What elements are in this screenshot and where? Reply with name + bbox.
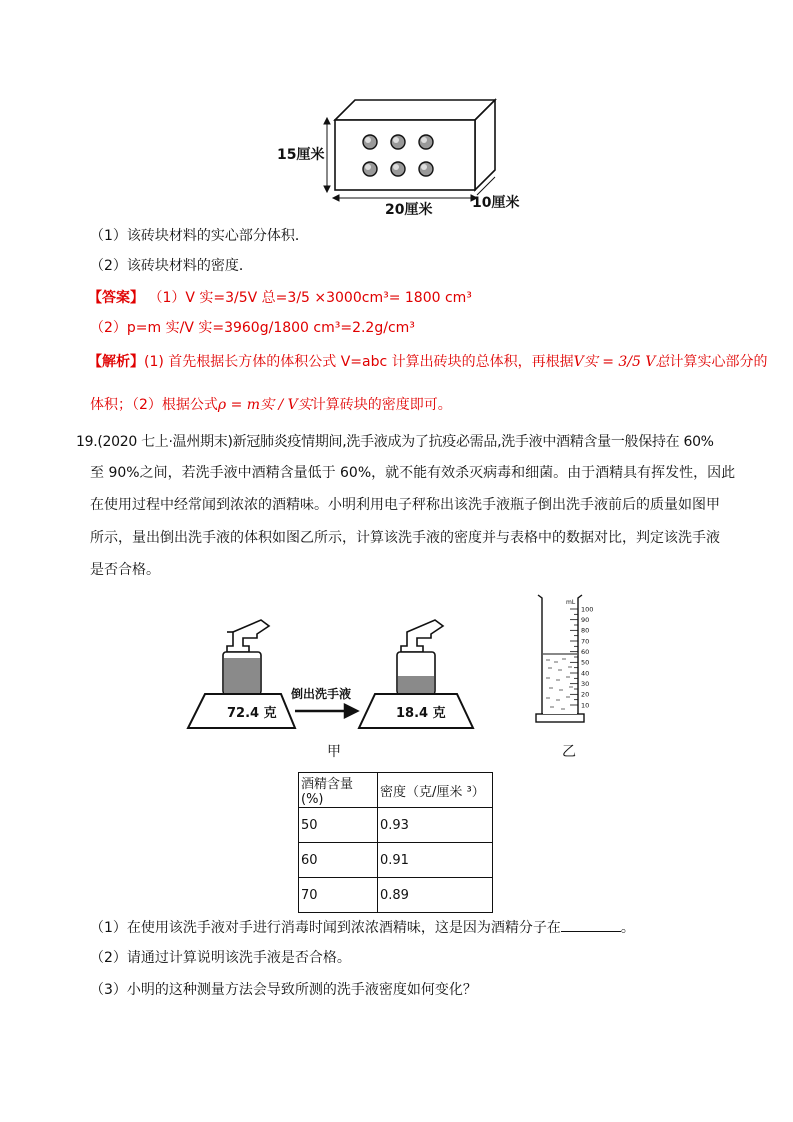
q19-line-3: 在使用过程中经常闻到浓浓的酒精味。小明利用电子秤称出该洗手液瓶子倒出洗手液前后的质量如图甲 (90, 497, 720, 513)
cylinder-tick-label: 80 (581, 626, 590, 635)
answer-blank (561, 917, 621, 932)
q19-line-1: 19.(2020 七上·温州期末)新冠肺炎疫情期间,洗手液成为了抗疫必需品,洗手液中酒精含量一般保持在 60% (76, 434, 714, 450)
question-1-end: 。 (620, 920, 635, 936)
q19-line-4: 所示，量出倒出洗手液的体积如图乙所示，计算该洗手液的密度并与表格中的数据对比，判定该洗手液 (90, 530, 720, 546)
table-header-density: 密度（克/厘米 ³） (378, 773, 493, 808)
table-cell: 0.93 (378, 808, 493, 843)
q19-line-5: 是否合格。 (90, 562, 160, 578)
question-3: （3）小明的这种测量方法会导致所测的洗手液密度如何变化？ (90, 982, 477, 998)
table-cell: 0.89 (378, 878, 493, 913)
cylinder-unit: mL (566, 599, 576, 606)
table-row (299, 878, 493, 913)
mass-after-label: 18.4 克 (396, 706, 446, 721)
q18-analysis-line-1 (88, 352, 768, 372)
analysis-part-4: 计算砖块的密度即可。 (311, 397, 452, 413)
cylinder-tick-label: 30 (581, 679, 590, 688)
cylinder-tick-label: 50 (581, 658, 590, 667)
analysis-formula-2: ρ = m实 / V实 (217, 397, 312, 413)
alcohol-density-table (298, 772, 493, 913)
table-cell: 50 (299, 808, 378, 843)
question-2: （2）请通过计算说明该洗手液是否合格。 (90, 950, 351, 966)
pour-label: 倒出洗手液 (291, 687, 352, 701)
figure-jia-caption: 甲 (327, 744, 341, 760)
analysis-tag: 【解析】 (88, 354, 144, 370)
analysis-part-2: 计算实心部分的 (669, 354, 768, 370)
table-header-content: 酒精含量(%) (299, 773, 378, 808)
q18-answer-2: （2）p=m 实/V 实=3960g/1800 cm³=2.2g/cm³ (90, 320, 415, 336)
mass-before-label: 72.4 克 (227, 706, 277, 721)
cylinder-tick-label: 10 (581, 701, 590, 710)
table-cell: 0.91 (378, 843, 493, 878)
brick-length-label: 20厘米 (385, 202, 433, 218)
analysis-formula-1: V实 = 3/5 V总 (573, 354, 670, 370)
cylinder-tick-label: 100 (581, 605, 594, 614)
spray-bottle-icon (223, 620, 269, 694)
q18-analysis-line-2 (90, 395, 452, 415)
table-header-row (299, 773, 493, 808)
cylinder-tick-label: 40 (581, 669, 590, 678)
q18-subquestion-2: （2）该砖块材料的密度． (90, 258, 253, 274)
cylinder-tick-label: 90 (581, 615, 590, 624)
graduated-cylinder (528, 592, 608, 727)
brick-width-label: 10厘米 (472, 195, 520, 211)
answer-1: （1）V 实=3/5V 总=3/5 ×3000cm³= 1800 cm³ (148, 290, 472, 306)
analysis-part-1: (1) 首先根据长方体的体积公式 V=abc 计算出砖块的总体积，再根据 (144, 354, 574, 370)
answer-tag: 【答案】 (88, 290, 144, 306)
table-row (299, 843, 493, 878)
question-1 (90, 917, 635, 938)
q18-subquestion-1: （1）该砖块材料的实心部分体积． (90, 228, 309, 244)
table-row (299, 808, 493, 843)
cylinder-tick-label: 60 (581, 647, 590, 656)
q18-answer-line-1 (88, 288, 472, 308)
cylinder-tick-label: 70 (581, 637, 590, 646)
analysis-part-3: 体积；（2）根据公式 (90, 397, 218, 413)
figure-yi-caption: 乙 (562, 744, 576, 760)
brick-height-label: 15厘米 (277, 147, 325, 163)
q19-line-2: 至 90%之间，若洗手液中酒精含量低于 60%，就不能有效杀灭病毒和细菌。由于酒精具有挥发性，因此 (90, 465, 736, 481)
question-1-text: （1）在使用该洗手液对手进行消毒时闻到浓浓酒精味，这是因为酒精分子在 (90, 920, 561, 936)
spray-bottle-icon (397, 620, 443, 694)
table-cell: 70 (299, 878, 378, 913)
cylinder-tick-label: 20 (581, 690, 590, 699)
table-cell: 60 (299, 843, 378, 878)
